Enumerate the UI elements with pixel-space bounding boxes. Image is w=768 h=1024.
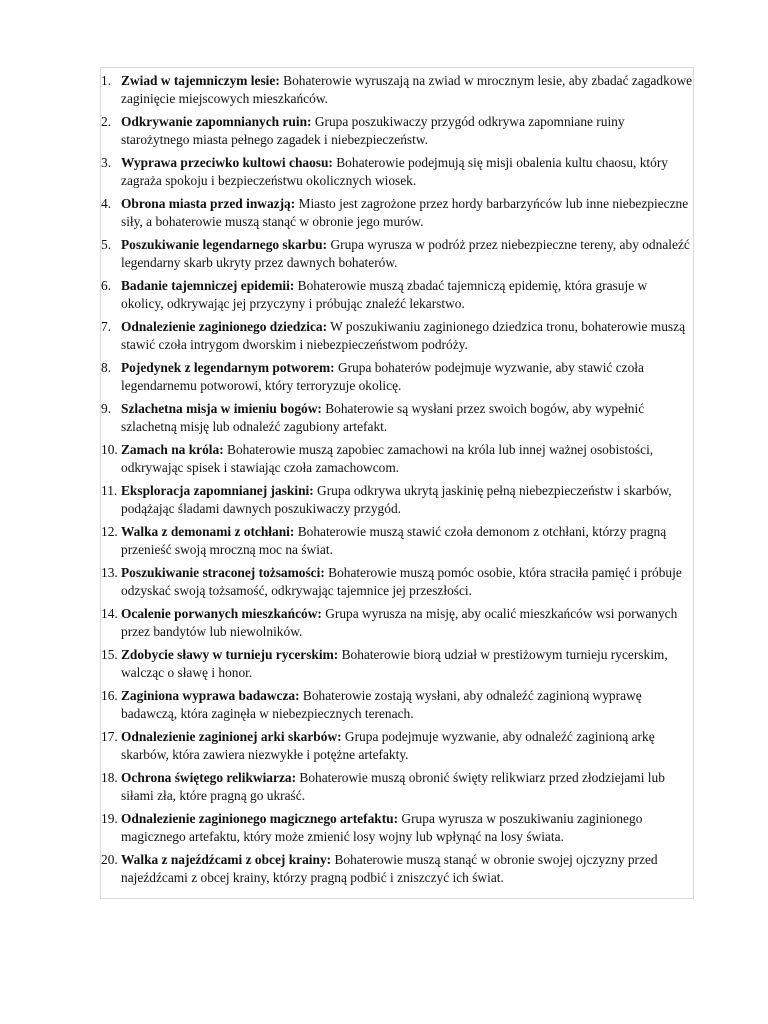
item-number: 20. bbox=[101, 852, 118, 867]
item-text: Grupa odkrywa ukrytą jaskinię pełną niebezpieczeństw i skarbów, podążając śladami dawnych poszukiwaczy przygód. bbox=[121, 483, 672, 516]
list-item bbox=[101, 359, 695, 395]
list-item bbox=[101, 605, 695, 641]
item-number: 13. bbox=[101, 565, 118, 580]
item-number: 14. bbox=[101, 606, 118, 621]
document-page bbox=[100, 67, 694, 899]
item-text: Grupa bohaterów podejmuje wyzwanie, aby stawić czoła legendarnemu potworowi, który terroryzuje okolicę. bbox=[121, 360, 644, 393]
list-item bbox=[101, 277, 695, 313]
item-number: 11. bbox=[101, 483, 118, 498]
list-item bbox=[101, 441, 695, 477]
list-item bbox=[101, 810, 695, 846]
list-item bbox=[101, 195, 695, 231]
list-item bbox=[101, 400, 695, 436]
item-number: 10. bbox=[101, 442, 118, 457]
item-title: Szlachetna misja w imieniu bogów: bbox=[121, 401, 322, 416]
item-title: Odnalezienie zaginionego dziedzica: bbox=[121, 319, 328, 334]
item-number: 1. bbox=[101, 73, 112, 88]
list-item bbox=[101, 523, 695, 559]
item-text: Bohaterowie biorą udział w prestiżowym turnieju rycerskim, walcząc o sławę i honor. bbox=[121, 647, 668, 680]
item-text: Miasto jest zagrożone przez hordy barbarzyńców lub inne niebezpieczne siły, a bohaterowie muszą stanąć w obronie jego murów. bbox=[121, 196, 689, 229]
list-item bbox=[101, 728, 695, 764]
item-text: Bohaterowie zostają wysłani, aby odnaleźć zaginioną wyprawę badawczą, która zaginęła w niebezpiecznych terenach. bbox=[121, 688, 642, 721]
list-item bbox=[101, 482, 695, 518]
item-title: Odkrywanie zapomnianych ruin: bbox=[121, 114, 312, 129]
list-item bbox=[101, 564, 695, 600]
item-text: Bohaterowie muszą zbadać tajemniczą epidemię, która grasuje w okolicy, odkrywając jej przyczyny i próbując znaleźć lekarstwo. bbox=[121, 278, 648, 311]
item-number: 2. bbox=[101, 114, 112, 129]
list-item bbox=[101, 236, 695, 272]
item-number: 17. bbox=[101, 729, 118, 744]
item-text: Bohaterowie są wysłani przez swoich bogów, aby wypełnić szlachetną misję lub odnaleźć zagubiony artefakt. bbox=[121, 401, 645, 434]
item-title: Odnalezienie zaginionej arki skarbów: bbox=[121, 729, 342, 744]
item-text: Grupa wyrusza w poszukiwaniu zaginionego magicznego artefaktu, który może zmienić losy wojny lub wpłynąć na losy świata. bbox=[121, 811, 643, 844]
list-item bbox=[101, 154, 695, 190]
list-item bbox=[101, 113, 695, 149]
item-text: Bohaterowie podejmują się misji obalenia kultu chaosu, który zagraża spokoju i bezpieczeństwu okolicznych wiosek. bbox=[121, 155, 668, 188]
item-number: 7. bbox=[101, 319, 112, 334]
item-number: 8. bbox=[101, 360, 112, 375]
quest-list bbox=[101, 72, 695, 892]
item-text: Grupa podejmuje wyzwanie, aby odnaleźć zaginioną arkę skarbów, która zawiera niezwykłe i potężne artefakty. bbox=[121, 729, 655, 762]
item-text: Grupa wyrusza w podróż przez niebezpieczne tereny, aby odnaleźć legendarny skarb ukryty przez dawnych bohaterów. bbox=[121, 237, 690, 270]
item-title: Zwiad w tajemniczym lesie: bbox=[121, 73, 280, 88]
list-item bbox=[101, 769, 695, 805]
item-number: 16. bbox=[101, 688, 118, 703]
item-number: 15. bbox=[101, 647, 118, 662]
item-number: 3. bbox=[101, 155, 112, 170]
list-item bbox=[101, 72, 695, 108]
item-number: 9. bbox=[101, 401, 112, 416]
item-text: Bohaterowie muszą obronić święty relikwiarz przed złodziejami lub siłami zła, które pragną go ukraść. bbox=[121, 770, 665, 803]
list-item bbox=[101, 646, 695, 682]
item-title: Poszukiwanie legendarnego skarbu: bbox=[121, 237, 328, 252]
item-text: Bohaterowie muszą stawić czoła demonom z otchłani, którzy pragną przenieść swoją mroczną moc na świat. bbox=[121, 524, 667, 557]
item-number: 12. bbox=[101, 524, 118, 539]
list-item bbox=[101, 318, 695, 354]
item-number: 19. bbox=[101, 811, 118, 826]
item-text: Bohaterowie wyruszają na zwiad w mrocznym lesie, aby zbadać zagadkowe zaginięcie miejscowych mieszkańców. bbox=[121, 73, 693, 106]
item-title: Zamach na króla: bbox=[121, 442, 224, 457]
item-title: Wyprawa przeciwko kultowi chaosu: bbox=[121, 155, 333, 170]
item-title: Walka z najeźdźcami z obcej krainy: bbox=[121, 852, 332, 867]
item-title: Obrona miasta przed inwazją: bbox=[121, 196, 296, 211]
item-title: Walka z demonami z otchłani: bbox=[121, 524, 295, 539]
item-title: Zaginiona wyprawa badawcza: bbox=[121, 688, 300, 703]
item-number: 4. bbox=[101, 196, 112, 211]
item-title: Ocalenie porwanych mieszkańców: bbox=[121, 606, 322, 621]
item-title: Ochrona świętego relikwiarza: bbox=[121, 770, 297, 785]
item-number: 6. bbox=[101, 278, 112, 293]
item-number: 5. bbox=[101, 237, 112, 252]
item-title: Poszukiwanie straconej tożsamości: bbox=[121, 565, 325, 580]
item-title: Badanie tajemniczej epidemii: bbox=[121, 278, 295, 293]
list-item bbox=[101, 851, 695, 887]
item-title: Odnalezienie zaginionego magicznego artefaktu: bbox=[121, 811, 399, 826]
item-text: Grupa wyrusza na misję, aby ocalić mieszkańców wsi porwanych przez bandytów lub niewolników. bbox=[121, 606, 678, 639]
item-text: Bohaterowie muszą stanąć w obronie swojej ojczyzny przed najeźdźcami z obcej krainy, którzy pragną podbić i zniszczyć ich świat. bbox=[121, 852, 658, 885]
item-title: Pojedynek z legendarnym potworem: bbox=[121, 360, 335, 375]
item-text: Bohaterowie muszą pomóc osobie, która straciła pamięć i próbuje odzyskać swoją tożsamość, odkrywając tajemnice jej przeszłości. bbox=[121, 565, 682, 598]
list-item bbox=[101, 687, 695, 723]
item-number: 18. bbox=[101, 770, 118, 785]
item-text: Bohaterowie muszą zapobiec zamachowi na króla lub innej ważnej osobistości, odkrywając spisek i stawiając czoła zamachowcom. bbox=[121, 442, 654, 475]
item-text: Grupa poszukiwaczy przygód odkrywa zapomniane ruiny starożytnego miasta pełnego zagadek i niebezpieczeństw. bbox=[121, 114, 625, 147]
item-text: W poszukiwaniu zaginionego dziedzica tronu, bohaterowie muszą stawić czoła intrygom dworskim i niebezpieczeństwom podróży. bbox=[121, 319, 686, 352]
item-title: Eksploracja zapomnianej jaskini: bbox=[121, 483, 314, 498]
item-title: Zdobycie sławy w turnieju rycerskim: bbox=[121, 647, 339, 662]
